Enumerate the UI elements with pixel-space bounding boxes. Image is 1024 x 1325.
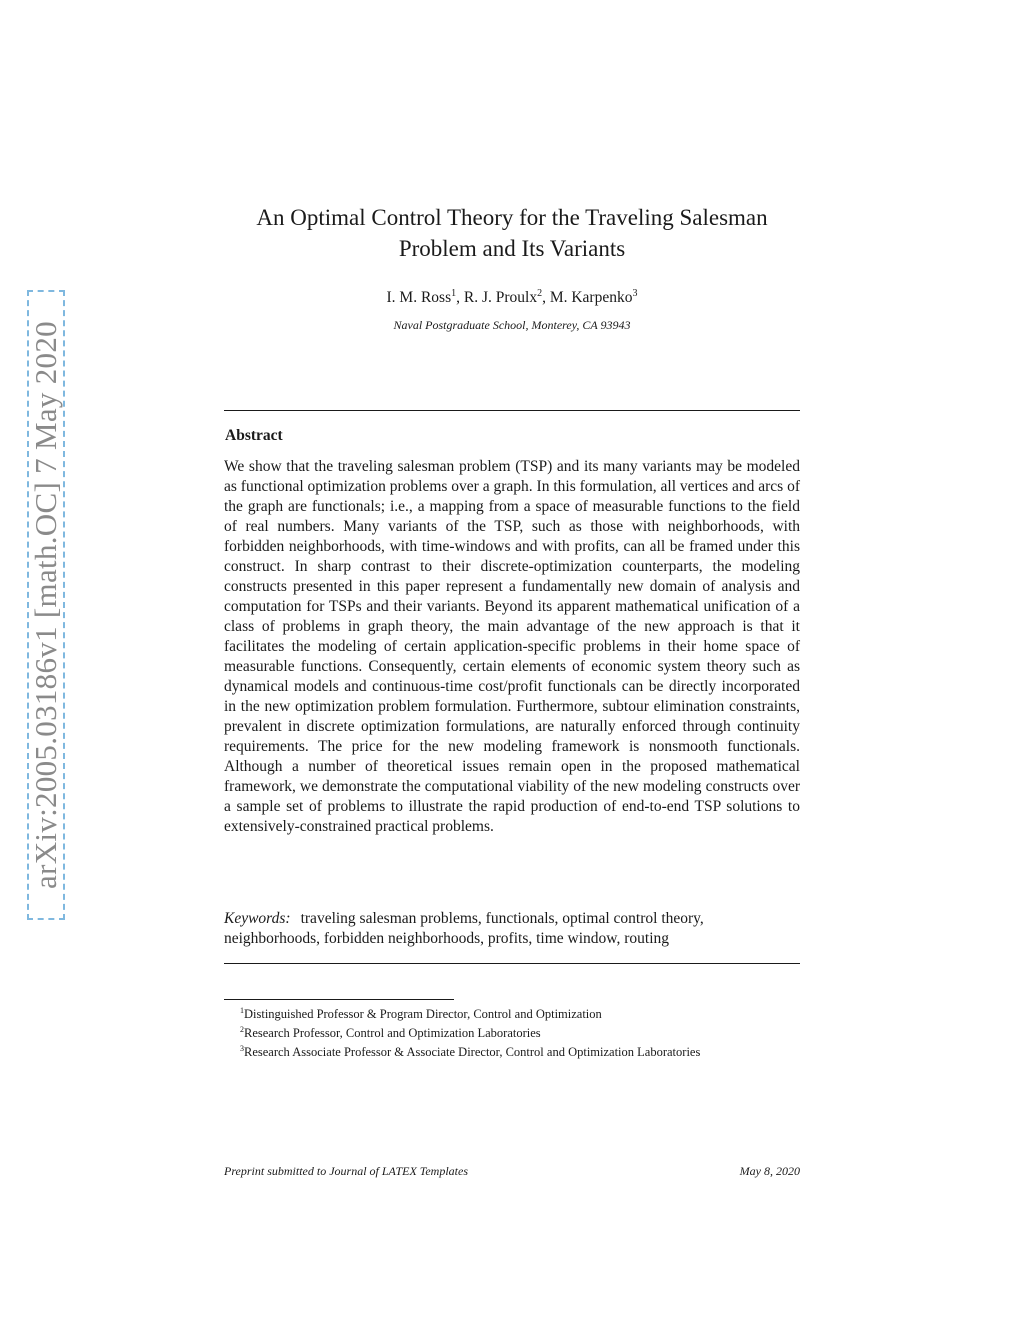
author-mark: 1 — [451, 288, 457, 299]
footer-date: May 8, 2020 — [739, 1164, 800, 1178]
author-name: I. M. Ross — [386, 289, 452, 307]
abstract-heading: Abstract — [225, 427, 283, 444]
footer-journal: Preprint submitted to Journal of LATEX Templates — [224, 1164, 469, 1178]
abstract-bottom-rule — [224, 963, 800, 964]
footnote-rule — [224, 999, 454, 1000]
keywords-text: traveling salesman problems, functionals, optimal control theory, neighborhoods, forbidden neighborhoods, profits, time window, routing — [224, 910, 704, 947]
author-name: M. Karpenko — [549, 289, 633, 307]
title-line-2: Problem and Its Variants — [398, 236, 626, 261]
arxiv-stamp — [27, 290, 65, 920]
keywords — [224, 909, 800, 949]
affiliation: Naval Postgraduate School, Monterey, CA 93943 — [393, 318, 631, 332]
abstract-body: We show that the traveling salesman problem (TSP) and its many variants may be modeled as functional optimization problems over a graph. In this formulation, all vertices and arcs of the graph are functionals; i.e., a mapping from a space of measurable functions to the field of real numbers. Many variants of the TSP, such as those with neighborhoods, with forbidden neighborhoods, with time-windows and with profits, can all be framed under this construct. In sharp contrast to their discrete-optimization counterparts, the modeling constructs presented in this paper represent a fundamentally new domain of analysis and computation for TSPs and their variants. Beyond its apparent mathematical unification of a class of problems in graph theory, the main advantage of the new approach is that it facilitates the modeling of certain application-specific problems in their home space of measurable functions. Consequently, certain elements of economic system theory such as dynamical models and continuous-time cost/profit functionals can be directly incorporated in the new optimization problem formulation. Furthermore, subtour elimination constraints, prevalent in discrete optimization formulations, are naturally enforced through continuity requirements. The price for the new modeling framework is nonsmooth functionals. Although a number of theoretical issues remain open in the proposed mathematical framework, we demonstrate the computational viability of the new modeling constructs over a sample set of problems to illustrate the rapid production of end-to-end TSP solutions to extensively-constrained practical problems. — [224, 458, 800, 835]
paper-title — [224, 202, 800, 264]
title-line-1: An Optimal Control Theory for the Traveling Salesman — [256, 205, 768, 230]
footnote-item — [224, 1041, 800, 1060]
footnote-item — [224, 1022, 800, 1041]
author-list: I. M. Ross$^1$, R. J. Proulx$^2$, M. Karpenko$^3$ — [386, 288, 638, 307]
footnote-text: Research Professor, Control and Optimization Laboratories — [244, 1026, 541, 1041]
footnote-item — [224, 1003, 800, 1022]
author-name: R. J. Proulx — [463, 289, 538, 307]
author-mark: 3 — [632, 288, 638, 299]
keywords-label: Keywords: — [224, 910, 291, 927]
footnote-mark: 2 — [240, 1025, 244, 1035]
arxiv-identifier: arXiv:2005.03186v1 [math.OC] 7 May 2020 — [28, 321, 63, 889]
footnotes — [224, 1003, 800, 1060]
footnote-text: Distinguished Professor & Program Director, Control and Optimization — [244, 1007, 602, 1022]
footnote-mark: 3 — [240, 1044, 244, 1054]
abstract-top-rule — [224, 410, 800, 411]
author-mark: 2 — [537, 288, 543, 299]
footnote-text: Research Associate Professor & Associate Director, Control and Optimization Laboratories — [244, 1045, 701, 1060]
footnote-mark: 1 — [240, 1006, 244, 1015]
